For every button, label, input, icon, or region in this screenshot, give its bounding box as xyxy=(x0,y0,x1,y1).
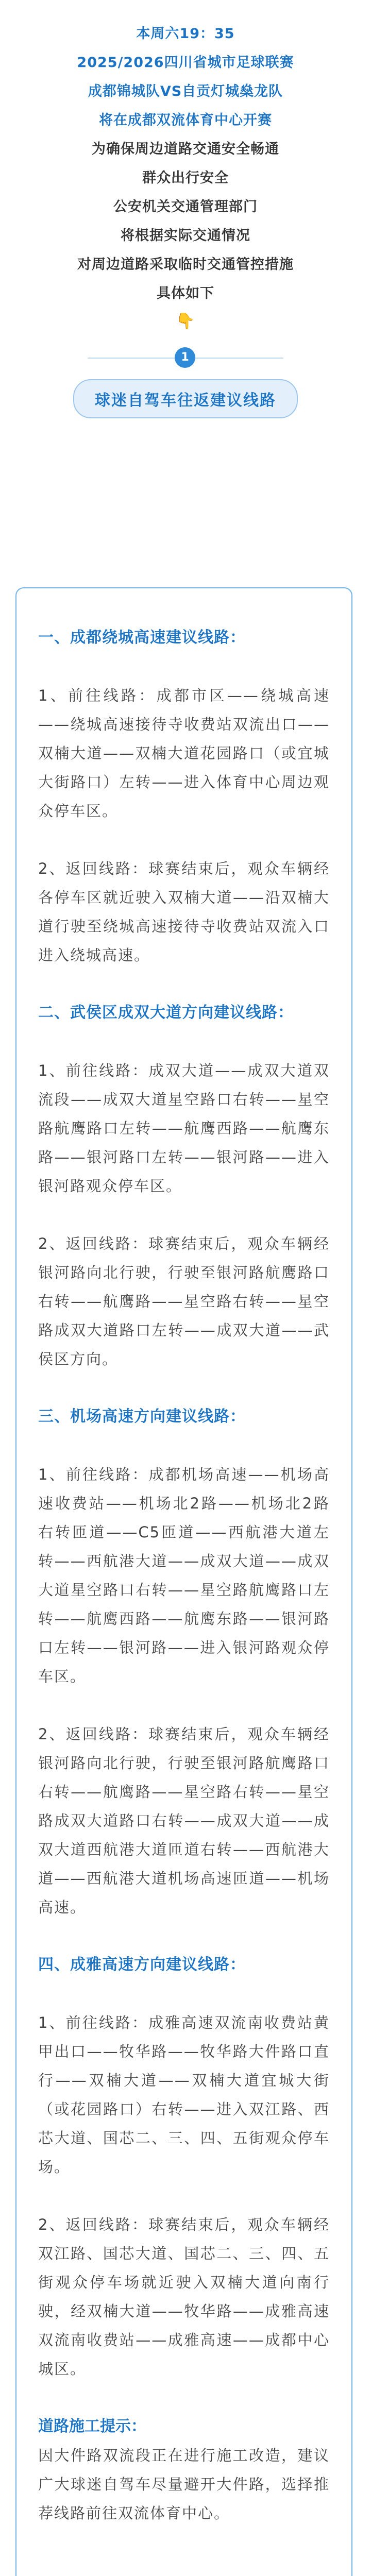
intro-line-6: 具体如下 xyxy=(157,285,214,301)
match-venue: 将在成都双流体育中心开赛 xyxy=(99,112,272,128)
route-paragraph: 2、返回线路：球赛结束后，观众车辆经银河路向北行驶，行驶至银河路航鹰路口右转——航鹰路——星空路右转——星空路成双大道路口右转——成双大道——成双大道西航港大道匝道右转——西航港大道——西航港大道机场高速匝道——机场高速。 xyxy=(38,1725,330,1916)
intro-block xyxy=(0,0,371,335)
intro-line-2: 群众出行安全 xyxy=(142,170,229,186)
routes-card xyxy=(15,587,352,2576)
route-section-airport xyxy=(38,1402,330,1922)
route-paragraph: 2、返回线路：球赛结束后，观众车辆经各停车区就近驶入双楠大道——沿双楠大道行驶至绕城高速接待寺收费站双流入口进入绕城高速。 xyxy=(38,860,330,964)
route-paragraph: 2、返回线路：球赛结束后，观众车辆经银河路向北行驶，行驶至银河路航鹰路口右转——航鹰路——星空路右转——星空路成双大道路口左转——成双大道——武侯区方向。 xyxy=(38,1235,330,1368)
intro-line-4: 将根据实际交通情况 xyxy=(121,228,250,244)
intro-line-3: 公安机关交通管理部门 xyxy=(113,199,258,215)
route-paragraph: 2、返回线路：球赛结束后，观众车辆经双江路、国芯大道、国芯二、三、四、五街观众停车场就近驶入双楠大道向南行驶，经双楠大道——牧华路——成雅高速双流南收费站——成雅高速——成都中心城区。 xyxy=(38,2216,330,2378)
match-teams: 成都锦城队VS自贡灯城燊龙队 xyxy=(88,83,283,99)
notice-text: 因大件路双流段正在进行施工改造，建议广大球迷自驾车尽量避开大件路，选择推荐线路前往双流体育中心。 xyxy=(38,2447,330,2522)
intro-line-5: 对周边道路采取临时交通管控措施 xyxy=(77,257,294,273)
route-section-chengya xyxy=(38,1951,330,2383)
route-section-title: 一、成都绕城高速建议线路： xyxy=(38,629,246,647)
route-section-ring-expressway xyxy=(38,623,330,970)
construction-notice xyxy=(38,2412,330,2528)
match-time: 本周六19：35 xyxy=(136,26,235,42)
section-title-wrap xyxy=(0,379,371,418)
route-paragraph: 1、前往线路：成都机场高速——机场高速收费站——机场北2路——机场北2路右转匝道——C5匝道——西航港大道左转——西航港大道——成双大道——成双大道星空路口右转——星空路航鹰路口左转——航鹰西路——航鹰东路——银河路口左转——银河路——进入银河路观众停车区。 xyxy=(38,1466,330,1685)
intro-line-1: 为确保周边道路交通安全畅通 xyxy=(92,141,279,157)
route-paragraph: 1、前往线路：成都市区——绕城高速——绕城高速接待寺收费站双流出口——双楠大道——双楠大道花园路口（或宜城大街路口）左转——进入体育中心周边观众停车区。 xyxy=(38,687,330,820)
route-paragraph: 1、前往线路：成双大道——成双大道双流段——成双大道星空路口右转——星空路航鹰路口左转——航鹰西路——航鹰东路——银河路口左转——银河路——进入银河路观众停车区。 xyxy=(38,1062,330,1195)
route-section-title: 三、机场高速方向建议线路： xyxy=(38,1408,246,1426)
route-paragraph: 1、前往线路：成雅高速双流南收费站黄甲出口——牧华路——牧华路大件路口直行——双楠大道——双楠大道宜城大街（或花园路口）右转——进入双江路、西芯大道、国芯二、三、四、五街观众停车场。 xyxy=(38,2014,330,2176)
notice-title: 道路施工提示： xyxy=(38,2417,146,2435)
route-section-chengshuang xyxy=(38,998,330,1374)
section-title-pill: 球迷自驾车往返建议线路 xyxy=(73,379,298,418)
pointing-down-icon: 👇 xyxy=(176,312,195,330)
match-title: 2025/2026四川省城市足球联赛 xyxy=(77,55,294,71)
section-number-badge: 1 xyxy=(175,347,195,368)
route-section-title: 四、成雅高速方向建议线路： xyxy=(38,1956,246,1974)
section-number-divider xyxy=(0,340,371,376)
route-section-title: 二、武侯区成双大道方向建议线路： xyxy=(38,1004,294,1022)
